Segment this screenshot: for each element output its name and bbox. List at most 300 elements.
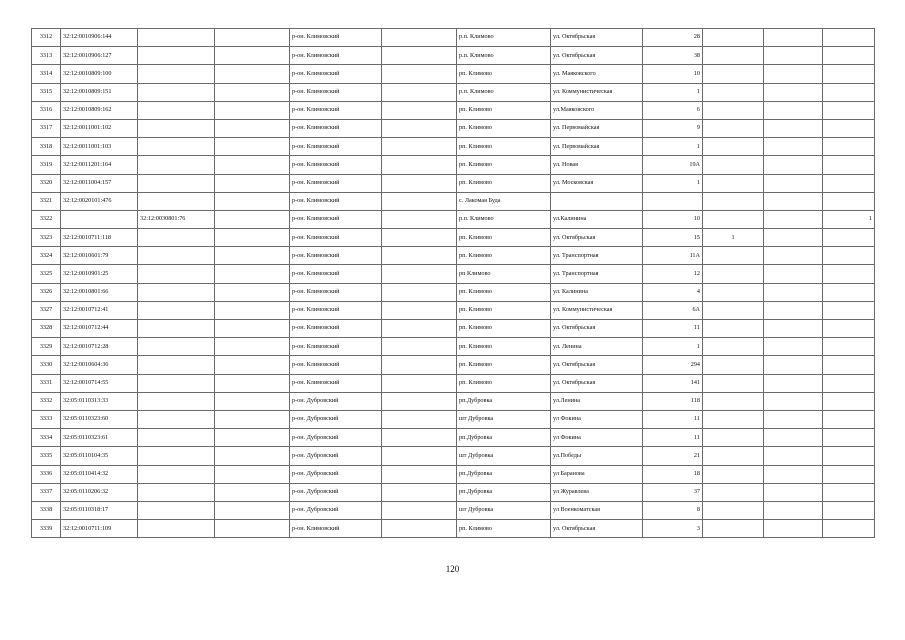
extra-col-10-cell	[703, 374, 764, 392]
cadastral-number-alt-cell	[138, 465, 215, 483]
cadastral-number-alt-cell	[138, 119, 215, 137]
settlement-cell: шт Дубровка	[457, 501, 551, 519]
blank-col-4-cell	[215, 283, 290, 301]
extra-col-10-cell	[703, 101, 764, 119]
table-row	[32, 392, 875, 410]
cadastral-number-cell: 32:12:0010809:100	[61, 65, 138, 83]
row-number-cell: 3316	[32, 101, 61, 119]
table-row	[32, 356, 875, 374]
district-cell: р-он. Дубровский	[290, 483, 382, 501]
settlement-cell: рп. Климово	[457, 320, 551, 338]
extra-col-12-cell	[823, 192, 875, 210]
blank-col-6-cell	[382, 156, 457, 174]
house-number-cell: 11	[643, 410, 703, 428]
blank-col-6-cell	[382, 392, 457, 410]
blank-col-4-cell	[215, 83, 290, 101]
extra-col-10-cell	[703, 465, 764, 483]
row-number-cell: 3332	[32, 392, 61, 410]
cadastral-number-cell: 32:12:0011201:164	[61, 156, 138, 174]
house-number-cell: 10	[643, 65, 703, 83]
blank-col-4-cell	[215, 65, 290, 83]
table-row	[32, 465, 875, 483]
street-cell: ул Фокина	[551, 410, 643, 428]
settlement-cell: рп. Климово	[457, 374, 551, 392]
extra-col-10-cell	[703, 192, 764, 210]
page-number: 120	[445, 564, 460, 574]
row-number-cell: 3331	[32, 374, 61, 392]
extra-col-12-cell	[823, 392, 875, 410]
cadastral-number-cell: 32:05:0110206:32	[61, 483, 138, 501]
blank-col-6-cell	[382, 410, 457, 428]
blank-col-4-cell	[215, 192, 290, 210]
cadastral-number-cell: 32:12:0010714:55	[61, 374, 138, 392]
extra-col-11-cell	[764, 47, 823, 65]
extra-col-12-cell	[823, 410, 875, 428]
table-row	[32, 29, 875, 47]
house-number-cell: 12	[643, 265, 703, 283]
extra-col-12-cell	[823, 119, 875, 137]
cadastral-table	[31, 28, 875, 538]
row-number-cell: 3319	[32, 156, 61, 174]
house-number-cell: 4	[643, 283, 703, 301]
blank-col-4-cell	[215, 229, 290, 247]
extra-col-11-cell	[764, 83, 823, 101]
district-cell: р-он. Климовский	[290, 47, 382, 65]
district-cell: р-он. Дубровский	[290, 501, 382, 519]
extra-col-11-cell	[764, 320, 823, 338]
extra-col-12-cell	[823, 47, 875, 65]
district-cell: р-он. Климовский	[290, 265, 382, 283]
extra-col-12-cell	[823, 156, 875, 174]
blank-col-6-cell	[382, 447, 457, 465]
blank-col-6-cell	[382, 119, 457, 137]
extra-col-11-cell	[764, 265, 823, 283]
blank-col-6-cell	[382, 320, 457, 338]
cadastral-number-cell: 32:05:0110313:33	[61, 392, 138, 410]
street-cell: ул. Транспортная	[551, 265, 643, 283]
table-row	[32, 283, 875, 301]
extra-col-12-cell: 1	[823, 210, 875, 228]
cadastral-number-alt-cell	[138, 174, 215, 192]
district-cell: р-он. Климовский	[290, 520, 382, 538]
house-number-cell: 11	[643, 320, 703, 338]
extra-col-11-cell	[764, 138, 823, 156]
house-number-cell: 11	[643, 429, 703, 447]
extra-col-10-cell	[703, 138, 764, 156]
house-number-cell: 1	[643, 83, 703, 101]
cadastral-number-alt-cell	[138, 83, 215, 101]
table-row	[32, 101, 875, 119]
settlement-cell: рп.Дубровка	[457, 392, 551, 410]
settlement-cell: рп. Климово	[457, 229, 551, 247]
house-number-cell: 1	[643, 338, 703, 356]
street-cell: ул.Калинина	[551, 210, 643, 228]
street-cell: ул. Новая	[551, 156, 643, 174]
row-number-cell: 3323	[32, 229, 61, 247]
cadastral-number-cell: 32:05:0110323:60	[61, 410, 138, 428]
blank-col-4-cell	[215, 247, 290, 265]
table-row	[32, 138, 875, 156]
district-cell: р-он. Климовский	[290, 374, 382, 392]
settlement-cell: рп Климово	[457, 265, 551, 283]
extra-col-11-cell	[764, 210, 823, 228]
extra-col-10-cell	[703, 29, 764, 47]
blank-col-4-cell	[215, 356, 290, 374]
cadastral-number-cell: 32:05:0110104:35	[61, 447, 138, 465]
street-cell: ул Военкоматская	[551, 501, 643, 519]
blank-col-6-cell	[382, 65, 457, 83]
blank-col-4-cell	[215, 447, 290, 465]
house-number-cell: 8	[643, 501, 703, 519]
row-number-cell: 3328	[32, 320, 61, 338]
settlement-cell: р.п. Климово	[457, 210, 551, 228]
street-cell: ул Баранова	[551, 465, 643, 483]
street-cell: ул. Коммунистическая	[551, 301, 643, 319]
extra-col-11-cell	[764, 119, 823, 137]
table-row	[32, 156, 875, 174]
row-number-cell: 3322	[32, 210, 61, 228]
table-row	[32, 301, 875, 319]
extra-col-11-cell	[764, 429, 823, 447]
extra-col-10-cell	[703, 210, 764, 228]
row-number-cell: 3327	[32, 301, 61, 319]
extra-col-12-cell	[823, 356, 875, 374]
house-number-cell: 11А	[643, 247, 703, 265]
settlement-cell: рп. Климово	[457, 174, 551, 192]
table-row	[32, 247, 875, 265]
district-cell: р-он. Дубровский	[290, 465, 382, 483]
table-row	[32, 210, 875, 228]
extra-col-10-cell	[703, 356, 764, 374]
blank-col-4-cell	[215, 210, 290, 228]
extra-col-10-cell	[703, 265, 764, 283]
row-number-cell: 3330	[32, 356, 61, 374]
table-row	[32, 483, 875, 501]
row-number-cell: 3318	[32, 138, 61, 156]
blank-col-6-cell	[382, 429, 457, 447]
settlement-cell: рп. Климово	[457, 156, 551, 174]
extra-col-10-cell	[703, 119, 764, 137]
district-cell: р-он. Климовский	[290, 29, 382, 47]
cadastral-number-cell: 32:12:0011004:157	[61, 174, 138, 192]
cadastral-number-alt-cell	[138, 301, 215, 319]
settlement-cell: рп. Климово	[457, 356, 551, 374]
cadastral-number-cell: 32:12:0010801:66	[61, 283, 138, 301]
extra-col-10-cell	[703, 83, 764, 101]
extra-col-12-cell	[823, 520, 875, 538]
extra-col-11-cell	[764, 101, 823, 119]
blank-col-6-cell	[382, 229, 457, 247]
table-row	[32, 265, 875, 283]
settlement-cell: рп. Климово	[457, 247, 551, 265]
cadastral-number-cell: 32:12:0011001:102	[61, 119, 138, 137]
house-number-cell: 21	[643, 447, 703, 465]
extra-col-12-cell	[823, 229, 875, 247]
extra-col-11-cell	[764, 29, 823, 47]
table-body	[32, 29, 875, 538]
street-cell	[551, 192, 643, 210]
district-cell: р-он. Дубровский	[290, 410, 382, 428]
street-cell: ул. Первомайская	[551, 119, 643, 137]
blank-col-6-cell	[382, 465, 457, 483]
street-cell: ул. Октябрьская	[551, 356, 643, 374]
extra-col-11-cell	[764, 283, 823, 301]
blank-col-6-cell	[382, 101, 457, 119]
cadastral-number-alt-cell	[138, 392, 215, 410]
extra-col-11-cell	[764, 65, 823, 83]
cadastral-number-cell: 32:12:0010906:127	[61, 47, 138, 65]
street-cell: ул. Коммунистическая	[551, 83, 643, 101]
district-cell: р-он. Климовский	[290, 138, 382, 156]
street-cell: ул. Транспортная	[551, 247, 643, 265]
extra-col-11-cell	[764, 465, 823, 483]
district-cell: р-он. Дубровский	[290, 429, 382, 447]
extra-col-10-cell	[703, 301, 764, 319]
extra-col-12-cell	[823, 65, 875, 83]
table-row	[32, 119, 875, 137]
blank-col-6-cell	[382, 47, 457, 65]
table-row	[32, 83, 875, 101]
district-cell: р-он. Климовский	[290, 101, 382, 119]
cadastral-number-alt-cell	[138, 338, 215, 356]
extra-col-11-cell	[764, 483, 823, 501]
cadastral-number-alt-cell	[138, 138, 215, 156]
extra-col-12-cell	[823, 29, 875, 47]
extra-col-11-cell	[764, 192, 823, 210]
cadastral-number-alt-cell	[138, 101, 215, 119]
street-cell: ул. Октябрьская	[551, 29, 643, 47]
street-cell: ул. Первомайская	[551, 138, 643, 156]
district-cell: р-он. Климовский	[290, 83, 382, 101]
extra-col-12-cell	[823, 429, 875, 447]
blank-col-4-cell	[215, 119, 290, 137]
extra-col-10-cell	[703, 65, 764, 83]
extra-col-11-cell	[764, 374, 823, 392]
row-number-cell: 3335	[32, 447, 61, 465]
extra-col-12-cell	[823, 501, 875, 519]
settlement-cell: рп.Дубровка	[457, 429, 551, 447]
settlement-cell: рп. Климово	[457, 520, 551, 538]
extra-col-10-cell	[703, 47, 764, 65]
house-number-cell: 10	[643, 210, 703, 228]
row-number-cell: 3324	[32, 247, 61, 265]
blank-col-4-cell	[215, 156, 290, 174]
street-cell: ул.Победы	[551, 447, 643, 465]
cadastral-number-alt-cell	[138, 356, 215, 374]
cadastral-number-alt-cell: 32:12:0030801:76	[138, 210, 215, 228]
cadastral-number-alt-cell	[138, 65, 215, 83]
blank-col-4-cell	[215, 47, 290, 65]
blank-col-6-cell	[382, 501, 457, 519]
extra-col-12-cell	[823, 101, 875, 119]
house-number-cell: 118	[643, 392, 703, 410]
district-cell: р-он. Климовский	[290, 156, 382, 174]
blank-col-6-cell	[382, 338, 457, 356]
extra-col-10-cell	[703, 501, 764, 519]
district-cell: р-он. Климовский	[290, 338, 382, 356]
extra-col-12-cell	[823, 465, 875, 483]
cadastral-number-cell: 32:05:0110323:61	[61, 429, 138, 447]
cadastral-number-alt-cell	[138, 47, 215, 65]
blank-col-4-cell	[215, 501, 290, 519]
extra-col-12-cell	[823, 138, 875, 156]
blank-col-6-cell	[382, 283, 457, 301]
settlement-cell: рп. Климово	[457, 65, 551, 83]
cadastral-number-alt-cell	[138, 447, 215, 465]
row-number-cell: 3317	[32, 119, 61, 137]
extra-col-11-cell	[764, 356, 823, 374]
extra-col-12-cell	[823, 483, 875, 501]
district-cell: р-он. Климовский	[290, 210, 382, 228]
house-number-cell: 141	[643, 374, 703, 392]
cadastral-number-alt-cell	[138, 320, 215, 338]
blank-col-4-cell	[215, 338, 290, 356]
blank-col-6-cell	[382, 210, 457, 228]
extra-col-12-cell	[823, 283, 875, 301]
house-number-cell: 37	[643, 483, 703, 501]
table-row	[32, 65, 875, 83]
street-cell: ул. Ленина	[551, 338, 643, 356]
extra-col-10-cell	[703, 447, 764, 465]
table-row	[32, 447, 875, 465]
cadastral-number-alt-cell	[138, 156, 215, 174]
cadastral-number-cell: 32:12:0010901:25	[61, 265, 138, 283]
blank-col-4-cell	[215, 374, 290, 392]
blank-col-4-cell	[215, 320, 290, 338]
row-number-cell: 3326	[32, 283, 61, 301]
blank-col-6-cell	[382, 265, 457, 283]
extra-col-10-cell	[703, 338, 764, 356]
table-row	[32, 374, 875, 392]
street-cell: ул Фокина	[551, 429, 643, 447]
blank-col-4-cell	[215, 410, 290, 428]
house-number-cell: 294	[643, 356, 703, 374]
table-row	[32, 410, 875, 428]
extra-col-11-cell	[764, 174, 823, 192]
row-number-cell: 3312	[32, 29, 61, 47]
extra-col-12-cell	[823, 83, 875, 101]
district-cell: р-он. Климовский	[290, 247, 382, 265]
district-cell: р-он. Климовский	[290, 229, 382, 247]
settlement-cell: р.п. Климово	[457, 29, 551, 47]
settlement-cell: рп. Климово	[457, 101, 551, 119]
extra-col-11-cell	[764, 156, 823, 174]
settlement-cell: р.п. Климово	[457, 47, 551, 65]
house-number-cell: 38	[643, 47, 703, 65]
extra-col-10-cell	[703, 392, 764, 410]
row-number-cell: 3338	[32, 501, 61, 519]
extra-col-11-cell	[764, 247, 823, 265]
row-number-cell: 3329	[32, 338, 61, 356]
district-cell: р-он. Климовский	[290, 356, 382, 374]
district-cell: р-он. Дубровский	[290, 447, 382, 465]
house-number-cell: 28	[643, 29, 703, 47]
extra-col-11-cell	[764, 520, 823, 538]
extra-col-12-cell	[823, 338, 875, 356]
extra-col-10-cell	[703, 429, 764, 447]
extra-col-10-cell	[703, 483, 764, 501]
table-row	[32, 47, 875, 65]
extra-col-11-cell	[764, 301, 823, 319]
cadastral-number-alt-cell	[138, 483, 215, 501]
house-number-cell: 15	[643, 229, 703, 247]
cadastral-number-alt-cell	[138, 192, 215, 210]
table-row	[32, 520, 875, 538]
row-number-cell: 3336	[32, 465, 61, 483]
cadastral-number-cell: 32:12:0010712:44	[61, 320, 138, 338]
district-cell: р-он. Климовский	[290, 283, 382, 301]
extra-col-12-cell	[823, 247, 875, 265]
street-cell: ул. Калинина	[551, 283, 643, 301]
row-number-cell: 3313	[32, 47, 61, 65]
district-cell: р-он. Климовский	[290, 320, 382, 338]
cadastral-number-cell: 32:12:0010809:162	[61, 101, 138, 119]
cadastral-number-alt-cell	[138, 29, 215, 47]
row-number-cell: 3325	[32, 265, 61, 283]
blank-col-6-cell	[382, 301, 457, 319]
row-number-cell: 3315	[32, 83, 61, 101]
blank-col-4-cell	[215, 465, 290, 483]
cadastral-number-cell: 32:12:0010906:144	[61, 29, 138, 47]
cadastral-number-cell: 32:12:0010712:28	[61, 338, 138, 356]
extra-col-12-cell	[823, 447, 875, 465]
blank-col-4-cell	[215, 265, 290, 283]
row-number-cell: 3337	[32, 483, 61, 501]
blank-col-6-cell	[382, 483, 457, 501]
settlement-cell: рп. Климово	[457, 338, 551, 356]
extra-col-12-cell	[823, 174, 875, 192]
street-cell: ул. Октябрьская	[551, 47, 643, 65]
cadastral-number-alt-cell	[138, 265, 215, 283]
table-row	[32, 429, 875, 447]
house-number-cell: 1	[643, 174, 703, 192]
cadastral-number-cell: 32:12:0010711:109	[61, 520, 138, 538]
extra-col-11-cell	[764, 338, 823, 356]
blank-col-6-cell	[382, 174, 457, 192]
house-number-cell: 6	[643, 101, 703, 119]
street-cell: ул. Октябрьская	[551, 520, 643, 538]
settlement-cell: с. Лакомая Буда	[457, 192, 551, 210]
cadastral-number-cell	[61, 210, 138, 228]
blank-col-4-cell	[215, 301, 290, 319]
extra-col-10-cell	[703, 410, 764, 428]
cadastral-number-alt-cell	[138, 374, 215, 392]
blank-col-4-cell	[215, 138, 290, 156]
extra-col-11-cell	[764, 229, 823, 247]
cadastral-number-cell: 32:12:0010604:36	[61, 356, 138, 374]
blank-col-6-cell	[382, 138, 457, 156]
street-cell: ул. Октябрьская	[551, 374, 643, 392]
settlement-cell: рп. Климово	[457, 138, 551, 156]
extra-col-10-cell	[703, 283, 764, 301]
cadastral-number-alt-cell	[138, 229, 215, 247]
street-cell: ул.Маяковского	[551, 101, 643, 119]
district-cell: р-он. Климовский	[290, 192, 382, 210]
table-row	[32, 501, 875, 519]
street-cell: ул.Ленина	[551, 392, 643, 410]
table-row	[32, 192, 875, 210]
cadastral-number-cell: 32:12:0010711:118	[61, 229, 138, 247]
extra-col-12-cell	[823, 301, 875, 319]
house-number-cell	[643, 192, 703, 210]
extra-col-11-cell	[764, 392, 823, 410]
street-cell: ул Журавлева	[551, 483, 643, 501]
blank-col-4-cell	[215, 392, 290, 410]
cadastral-number-alt-cell	[138, 429, 215, 447]
extra-col-10-cell	[703, 320, 764, 338]
cadastral-number-alt-cell	[138, 501, 215, 519]
settlement-cell: рп. Климово	[457, 119, 551, 137]
